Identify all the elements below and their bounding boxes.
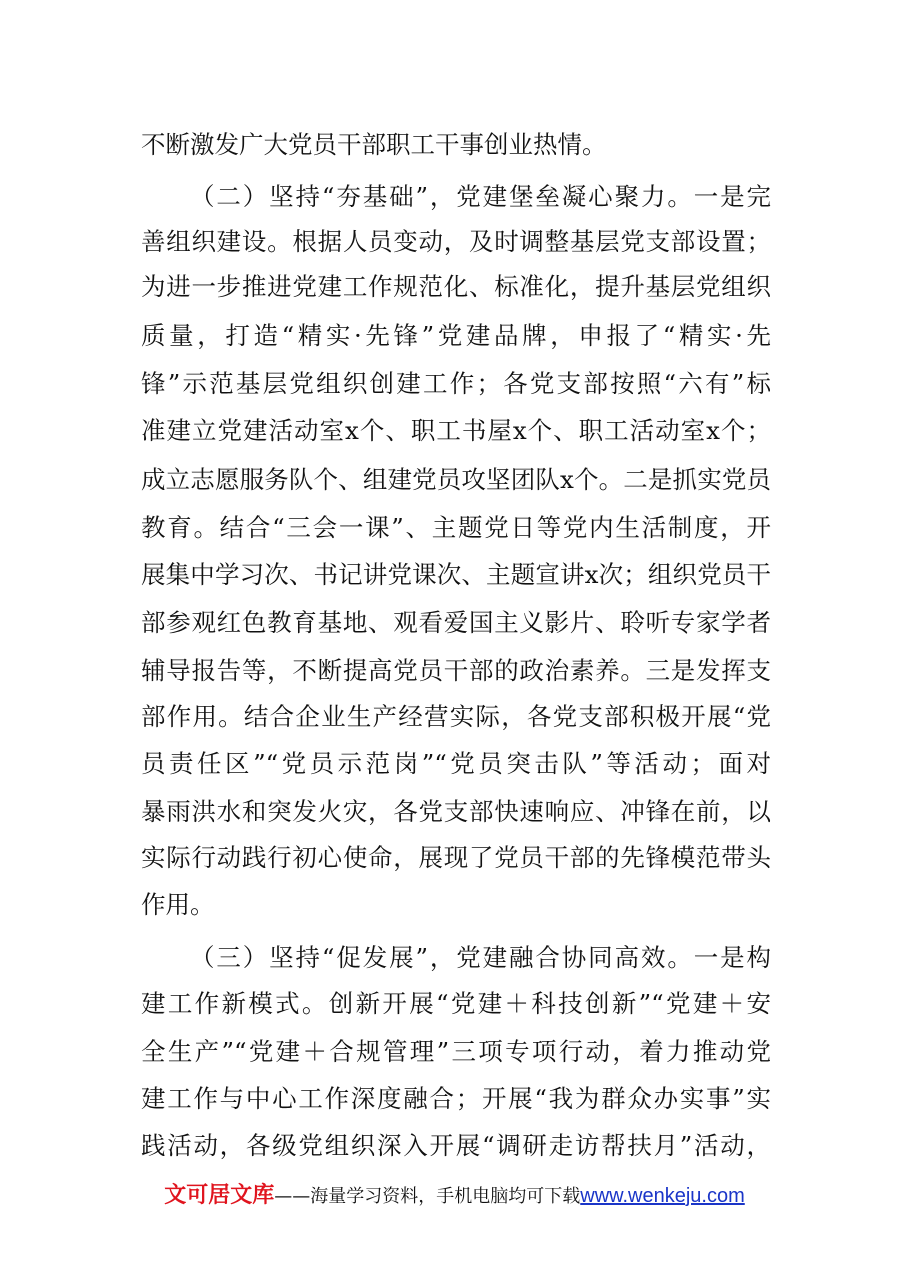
paragraph-line: （三）坚持“促发展”，党建融合协同高效。一是构 xyxy=(190,943,771,972)
paragraph-line: 成立志愿服务队个、组建党员攻坚团队x个。二是抓实党员 xyxy=(141,465,771,494)
paragraph-line: 锋”示范基层党组织创建工作；各党支部按照“六有”标 xyxy=(141,369,771,398)
paragraph-line: 质量，打造“精实·先锋”党建品牌，申报了“精实·先 xyxy=(141,321,771,350)
paragraph-line: 员责任区”“党员示范岗”“党员突击队”等活动；面对 xyxy=(141,749,771,778)
footer-link[interactable]: www.wenkeju.com xyxy=(580,1185,745,1207)
paragraph-line: 部参观红色教育基地、观看爱国主义影片、聆听专家学者 xyxy=(141,608,771,637)
paragraph-line: 实际行动践行初心使命，展现了党员干部的先锋模范带头 xyxy=(141,843,771,872)
paragraph-line: 建工作与中心工作深度融合；开展“我为群众办实事”实 xyxy=(141,1084,771,1113)
paragraph-line: （二）坚持“夯基础”，党建堡垒凝心聚力。一是完 xyxy=(190,182,771,211)
paragraph-line: 准建立党建活动室x个、职工书屋x个、职工活动室x个； xyxy=(141,416,771,445)
paragraph-line: 不断激发广大党员干部职工干事创业热情。 xyxy=(141,130,607,159)
paragraph-line: 辅导报告等，不断提高党员干部的政治素养。三是发挥支 xyxy=(141,656,771,685)
paragraph-line: 教育。结合“三会一课”、主题党日等党内生活制度，开 xyxy=(141,513,771,542)
paragraph-line: 全生产”“党建＋合规管理”三项专项行动，着力推动党 xyxy=(141,1037,771,1066)
paragraph-line: 践活动，各级党组织深入开展“调研走访帮扶月”活动， xyxy=(141,1131,771,1160)
paragraph-line: 善组织建设。根据人员变动，及时调整基层党支部设置； xyxy=(141,227,771,256)
paragraph-line: 部作用。结合企业生产经营实际，各党支部积极开展“党 xyxy=(141,702,771,731)
footer-slogan: ——海量学习资料，手机电脑均可下载 xyxy=(274,1186,581,1207)
paragraph-line: 建工作新模式。创新开展“党建＋科技创新”“党建＋安 xyxy=(141,989,771,1018)
footer-brand: 文可居文库 xyxy=(164,1183,275,1208)
footer-banner xyxy=(0,1176,909,1216)
paragraph-line: 为进一步推进党建工作规范化、标准化，提升基层党组织 xyxy=(141,272,771,301)
paragraph-line: 作用。 xyxy=(141,890,215,919)
paragraph-line: 展集中学习次、书记讲党课次、主题宣讲x次；组织党员干 xyxy=(141,560,771,589)
paragraph-line: 暴雨洪水和突发火灾，各党支部快速响应、冲锋在前，以 xyxy=(141,797,771,826)
